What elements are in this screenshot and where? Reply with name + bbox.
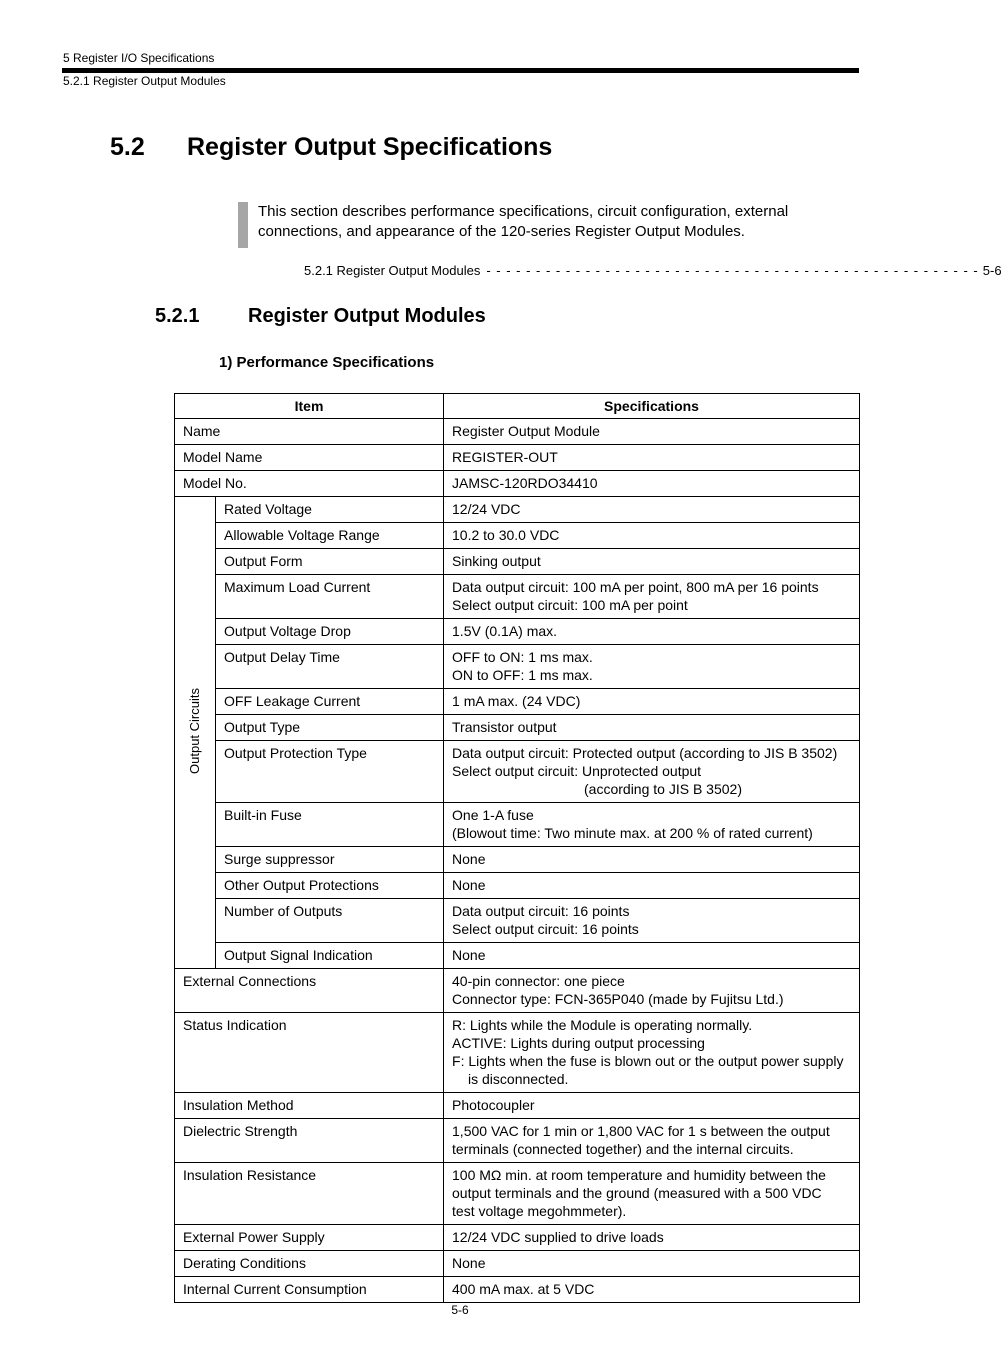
table-row (175, 969, 860, 1013)
item-cell: Output Voltage Drop (216, 619, 444, 645)
table-row (175, 1225, 860, 1251)
item-cell: Name (175, 419, 444, 445)
spec-line: None (452, 947, 486, 963)
spec-value-cell (444, 741, 860, 803)
spec-value-cell (444, 943, 860, 969)
spec-value-cell (444, 1277, 860, 1303)
table-row (175, 847, 860, 873)
spec-line: 100 MΩ min. at room temperature and humidity between the (452, 1167, 826, 1183)
spec-value-cell (444, 445, 860, 471)
running-header-section: 5.2.1 Register Output Modules (63, 74, 226, 88)
table-row (175, 873, 860, 899)
spec-line: REGISTER-OUT (452, 449, 558, 465)
section-number: 5.2 (110, 133, 145, 161)
table-row (175, 645, 860, 689)
running-header-chapter: 5 Register I/O Specifications (63, 51, 215, 65)
table-row (175, 715, 860, 741)
item-cell: Internal Current Consumption (175, 1277, 444, 1303)
spec-value-cell (444, 1119, 860, 1163)
spec-line: Photocoupler (452, 1097, 535, 1113)
item-cell: Dielectric Strength (175, 1119, 444, 1163)
table-row (175, 899, 860, 943)
spec-value-cell (444, 1251, 860, 1277)
spec-line: None (452, 877, 486, 893)
table-row (175, 943, 860, 969)
subsection-heading (155, 305, 486, 328)
item-cell: External Power Supply (175, 1225, 444, 1251)
spec-value-cell (444, 575, 860, 619)
performance-subheading: 1) Performance Specifications (219, 354, 435, 371)
table-row (175, 619, 860, 645)
table-row (175, 445, 860, 471)
spec-value-cell (444, 1225, 860, 1251)
spec-line: (according to JIS B 3502) (584, 781, 742, 797)
header-spec: Specifications (444, 394, 860, 419)
spec-line: Select output circuit: Unprotected output (452, 763, 702, 779)
table-row (175, 497, 860, 523)
item-cell: Model Name (175, 445, 444, 471)
page-number: 5-6 (451, 1303, 469, 1317)
spec-line: Data output circuit: 100 mA per point, 800 mA per 16 points (452, 579, 819, 595)
spec-value-cell (444, 873, 860, 899)
spec-value-cell (444, 715, 860, 741)
spec-line: (Blowout time: Two minute max. at 200 % of rated current) (452, 825, 813, 841)
spec-value-cell (444, 523, 860, 549)
item-cell: Other Output Protections (216, 873, 444, 899)
spec-value-cell (444, 497, 860, 523)
spec-line: output terminals and the ground (measured with a 500 VDC (452, 1185, 822, 1201)
item-cell: Surge suppressor (216, 847, 444, 873)
spec-line: Sinking output (452, 553, 541, 569)
spec-line: 1.5V (0.1A) max. (452, 623, 558, 639)
output-circuits-group-cell (175, 497, 216, 969)
spec-line: 40-pin connector: one piece (452, 973, 625, 989)
intro-paragraph: This section describes performance specifications, circuit configuration, external connections, and appearance of the 120-series Register Output Modules. (258, 203, 789, 240)
spec-line: 1,500 VAC for 1 min or 1,800 VAC for 1 s between the output (452, 1123, 830, 1139)
spec-value-cell (444, 803, 860, 847)
spec-line: JAMSC-120RDO34410 (452, 475, 598, 491)
spec-value-cell (444, 645, 860, 689)
spec-line: Data output circuit: Protected output (according to JIS B 3502) (452, 745, 838, 761)
table-header-row (175, 394, 860, 419)
item-cell: Allowable Voltage Range (216, 523, 444, 549)
spec-value-cell (444, 847, 860, 873)
item-cell: Number of Outputs (216, 899, 444, 943)
spec-line: Data output circuit: 16 points (452, 903, 630, 919)
subsection-title: Register Output Modules (248, 305, 486, 327)
spec-line: F: Lights when the fuse is blown out or the output power supply (452, 1053, 844, 1069)
item-cell: Built-in Fuse (216, 803, 444, 847)
spec-line: 10.2 to 30.0 VDC (452, 527, 560, 543)
item-cell: External Connections (175, 969, 444, 1013)
table-row (175, 471, 860, 497)
spec-line: Connector type: FCN-365P040 (made by Fujitsu Ltd.) (452, 991, 784, 1007)
section-heading (110, 133, 552, 162)
toc-entry[interactable] (304, 263, 1002, 278)
item-cell: Maximum Load Current (216, 575, 444, 619)
item-cell: Insulation Resistance (175, 1163, 444, 1225)
item-cell: Output Form (216, 549, 444, 575)
spec-value-cell (444, 969, 860, 1013)
spec-value-cell (444, 1013, 860, 1093)
performance-spec-table (174, 393, 860, 1303)
item-cell: Insulation Method (175, 1093, 444, 1119)
item-cell: Derating Conditions (175, 1251, 444, 1277)
table-row (175, 803, 860, 847)
item-cell: Output Protection Type (216, 741, 444, 803)
header-rule (62, 68, 859, 73)
table-row (175, 549, 860, 575)
toc-entry-page[interactable]: 5-6 (982, 263, 1002, 278)
spec-line: None (452, 851, 486, 867)
spec-line: OFF to ON: 1 ms max. (452, 649, 593, 665)
toc-entry-title[interactable]: 5.2.1 Register Output Modules (304, 263, 481, 278)
spec-line: ON to OFF: 1 ms max. (452, 667, 593, 683)
spec-line: R: Lights while the Module is operating normally. (452, 1017, 753, 1033)
spec-line: 12/24 VDC supplied to drive loads (452, 1229, 664, 1245)
spec-line: Select output circuit: 16 points (452, 921, 639, 937)
spec-value-cell (444, 619, 860, 645)
spec-value-cell (444, 689, 860, 715)
toc-leader-dots: - - - - - - - - - - - - - - - - - - - - - - - - - - - - - - - - - - - - - - - - - - - - - - - - - - (486, 263, 979, 278)
spec-line: is disconnected. (468, 1071, 569, 1087)
table-row (175, 1163, 860, 1225)
item-cell: Rated Voltage (216, 497, 444, 523)
item-cell: Status Indication (175, 1013, 444, 1093)
table-row (175, 1013, 860, 1093)
table-row (175, 523, 860, 549)
spec-line: 12/24 VDC (452, 501, 521, 517)
spec-value-cell (444, 471, 860, 497)
table-row (175, 1119, 860, 1163)
spec-line: 400 mA max. at 5 VDC (452, 1281, 595, 1297)
spec-value-cell (444, 419, 860, 445)
spec-line: ACTIVE: Lights during output processing (452, 1035, 705, 1051)
section-title: Register Output Specifications (187, 133, 553, 161)
spec-line: Register Output Module (452, 423, 600, 439)
table-row (175, 419, 860, 445)
spec-line: Transistor output (452, 719, 557, 735)
table-row (175, 689, 860, 715)
item-cell: Output Type (216, 715, 444, 741)
intro-marker-bar (238, 202, 248, 248)
output-circuits-label: Output Circuits (187, 687, 202, 774)
header-item: Item (175, 394, 444, 419)
spec-line: test voltage megohmmeter). (452, 1203, 627, 1219)
subsection-number: 5.2.1 (155, 305, 200, 327)
table-row (175, 1277, 860, 1303)
item-cell: Model No. (175, 471, 444, 497)
table-row (175, 741, 860, 803)
table-row (175, 575, 860, 619)
spec-line: Select output circuit: 100 mA per point (452, 597, 688, 613)
spec-line: terminals (connected together) and the internal circuits. (452, 1141, 794, 1157)
item-cell: Output Delay Time (216, 645, 444, 689)
spec-value-cell (444, 899, 860, 943)
item-cell: OFF Leakage Current (216, 689, 444, 715)
spec-line: One 1-A fuse (452, 807, 534, 823)
item-cell: Output Signal Indication (216, 943, 444, 969)
table-row (175, 1251, 860, 1277)
table-row (175, 1093, 860, 1119)
spec-value-cell (444, 1163, 860, 1225)
spec-value-cell (444, 1093, 860, 1119)
spec-line: None (452, 1255, 486, 1271)
spec-value-cell (444, 549, 860, 575)
spec-line: 1 mA max. (24 VDC) (452, 693, 581, 709)
